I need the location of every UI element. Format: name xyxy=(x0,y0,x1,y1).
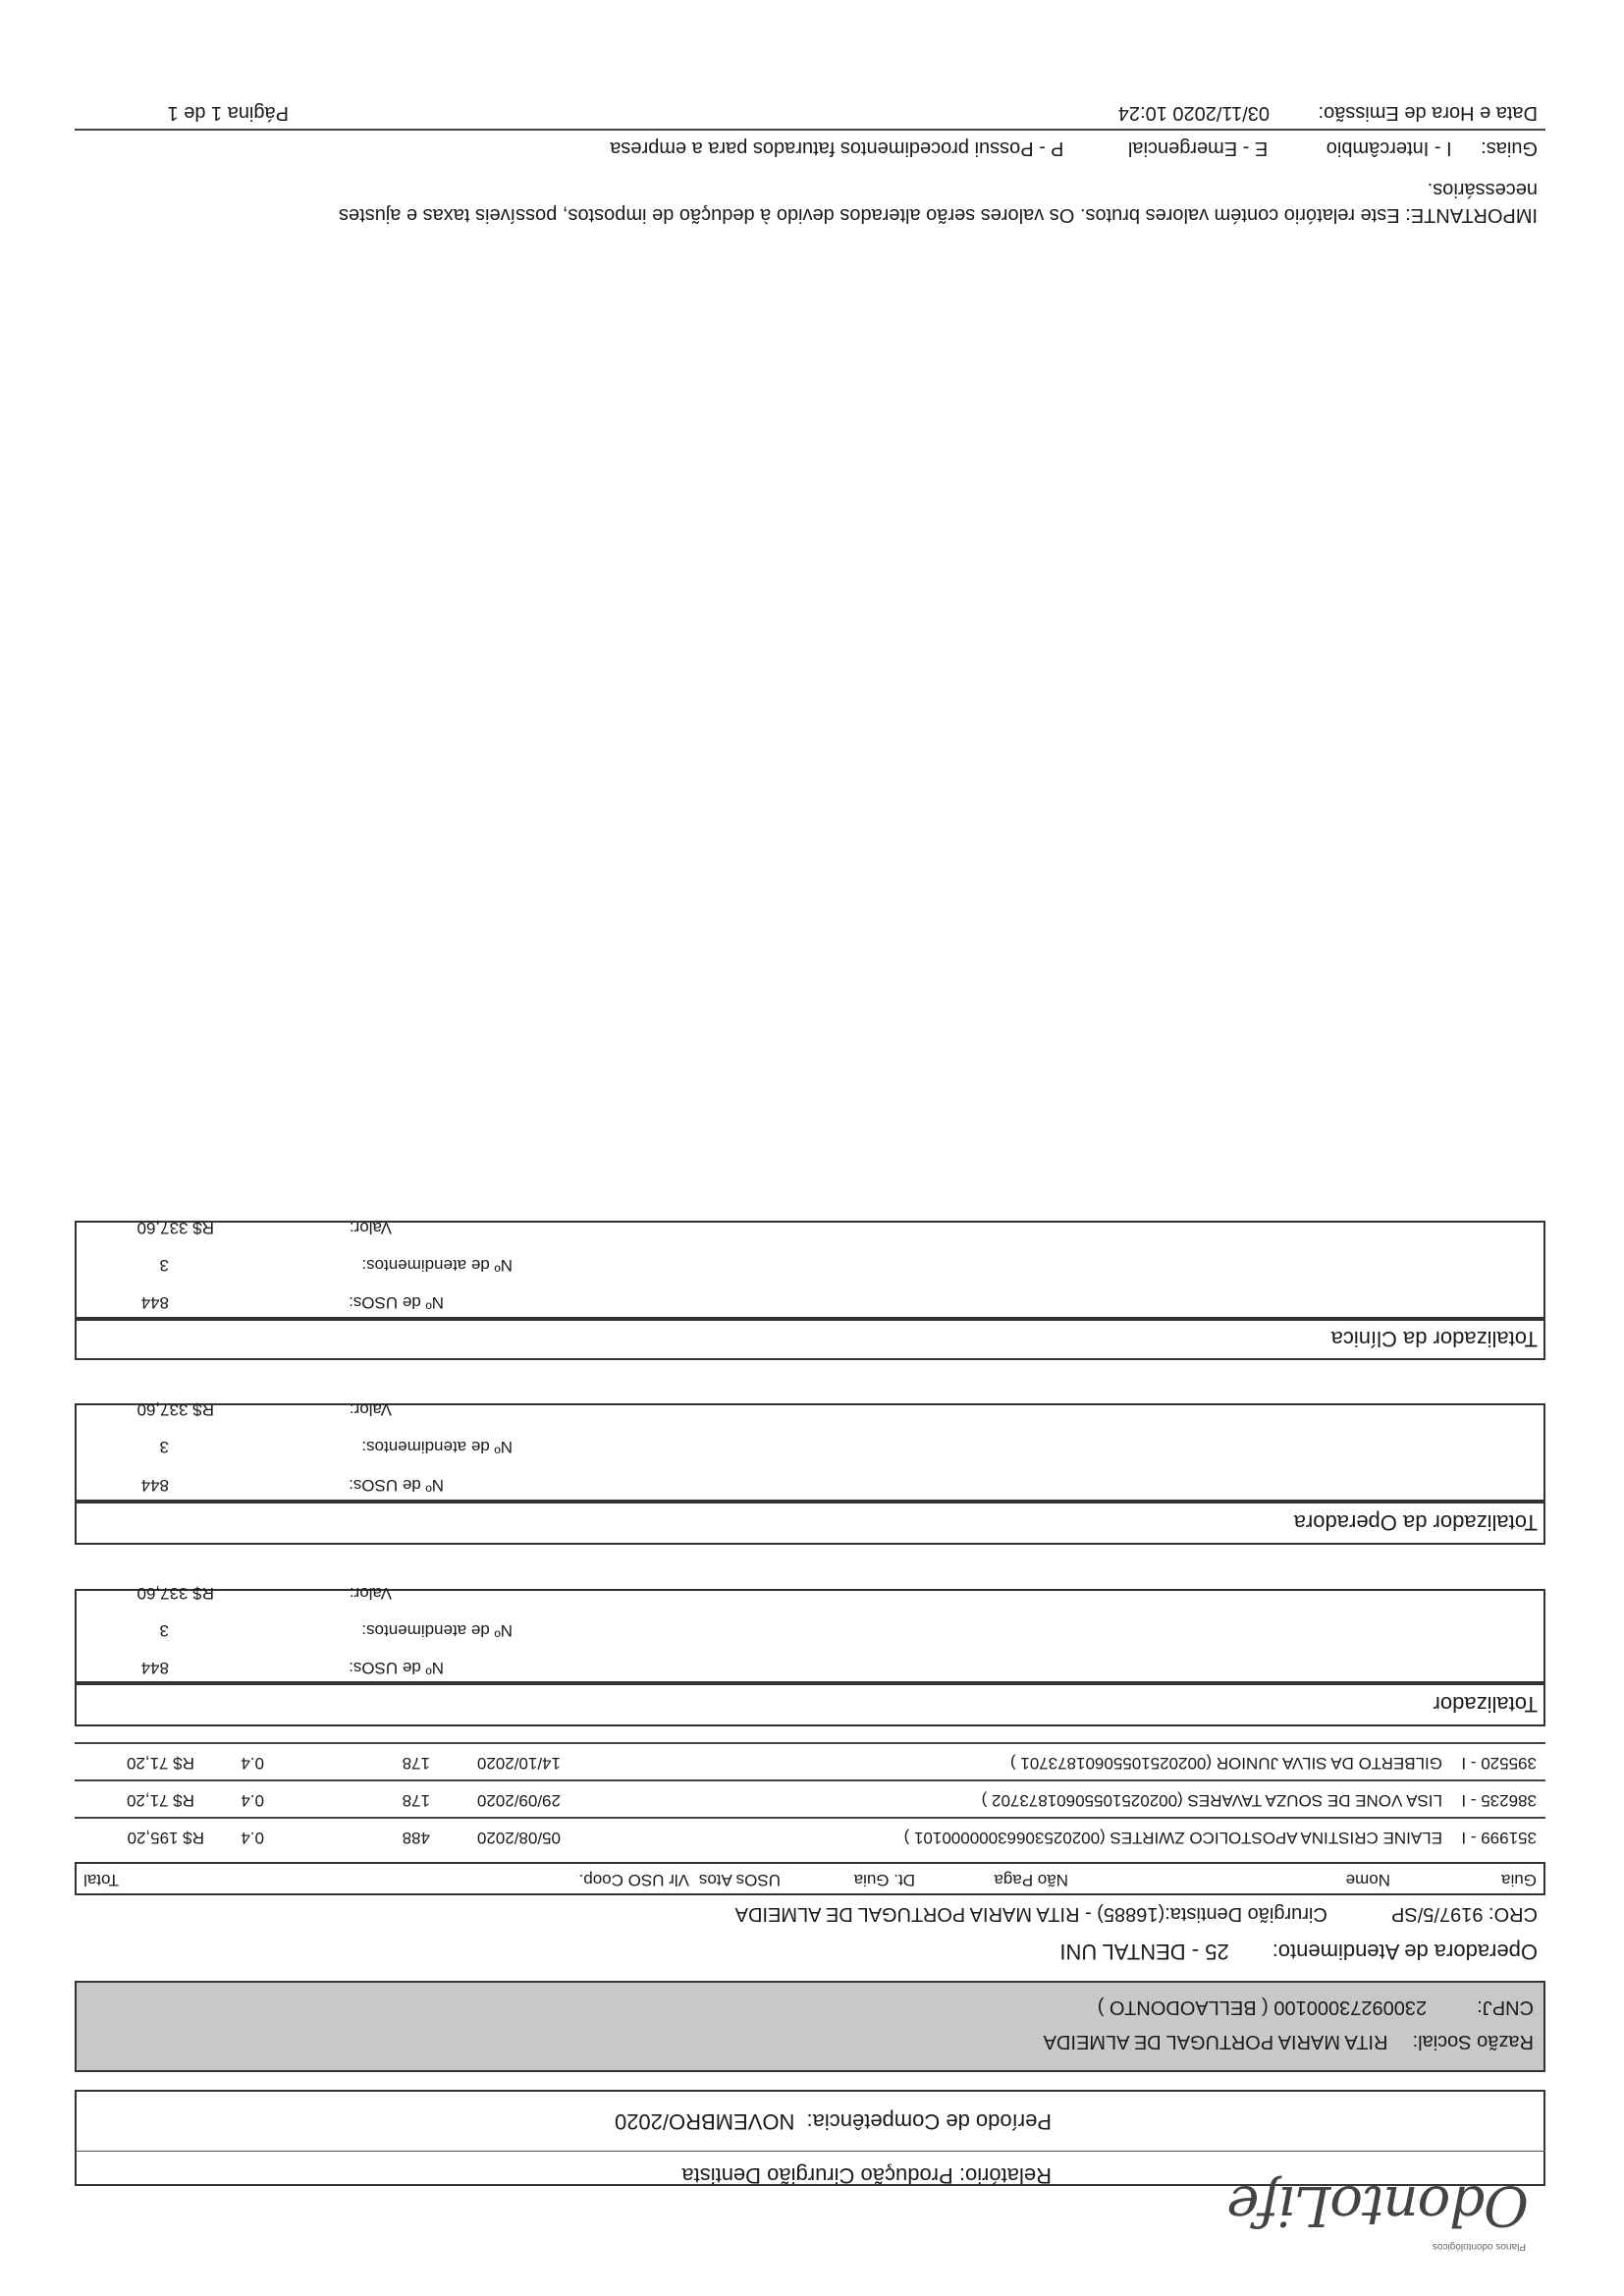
dentista-value: (16885) - RITA MARIA PORTUGAL DE ALMEIDA xyxy=(734,1903,1165,1925)
row-divider xyxy=(75,1742,1545,1744)
cnpj: CNPJ: 23009273000100 ( BELLAODONTO ) xyxy=(1097,1996,1534,2018)
row-usos: 178 xyxy=(402,1754,430,1773)
col-nome: Nome xyxy=(1345,1871,1390,1889)
valor-label: Valor: xyxy=(349,1400,392,1419)
row-guia: 351999 - I xyxy=(1461,1829,1537,1847)
relatorio-value: Produção Cirurgião Dentista xyxy=(681,2163,953,2188)
row-usos: 178 xyxy=(402,1791,430,1810)
col-dt-guia: Dt. Guia xyxy=(853,1871,915,1889)
row-nome: LISA VONE DE SOUZA TAVARES (00202510550601873702 ) xyxy=(981,1791,1442,1810)
row-nome: ELAINE CRISTINA APOSTOLICO ZWIRTES (00202530663000000101 ) xyxy=(903,1829,1442,1847)
row-guia: 395520 - I xyxy=(1461,1754,1537,1773)
usos-value: 844 xyxy=(140,1476,169,1495)
totalizador-operadora-title: Totalizador da Operadora xyxy=(1293,1510,1538,1535)
col-guia: Guia xyxy=(1501,1871,1537,1889)
valor-value: R$ 337,60 xyxy=(136,1584,214,1603)
row-total: R$ 71,20 xyxy=(127,1754,194,1773)
totalizador-values-box xyxy=(75,1589,1545,1683)
col-nao-paga: Não Paga xyxy=(994,1871,1068,1889)
usos-label: Nº de USOs: xyxy=(349,1293,444,1312)
totalizador-title: Totalizador xyxy=(1433,1692,1538,1717)
footer-divider xyxy=(75,129,1545,131)
razao-social-value: RITA MARIA PORTUGAL DE ALMEIDA xyxy=(1043,2031,1388,2052)
row-dt-guia: 14/10/2020 xyxy=(476,1754,561,1773)
periodo-value: NOVEMBRO/2020 xyxy=(614,2109,795,2134)
atendimentos-label: Nº de atendimentos: xyxy=(361,1438,513,1456)
valor-value: R$ 337,60 xyxy=(136,1219,214,1237)
guias-empresa: P - Possui procedimentos faturados para a empresa xyxy=(610,137,1064,159)
atendimentos-label: Nº de atendimentos: xyxy=(361,1621,513,1640)
header-divider xyxy=(75,2151,1545,2152)
totalizador-clinica-title-box xyxy=(75,1319,1545,1360)
row-dt-guia: 05/08/2020 xyxy=(476,1829,561,1847)
important-note: IMPORTANTE: Este relatório contém valores brutos. Os valores serão alterados devido à dedução de impostos, possíveis taxas e ajustes xyxy=(339,204,1538,226)
totalizador-clinica-values-box xyxy=(75,1221,1545,1319)
atendimentos-value: 3 xyxy=(159,1256,169,1275)
atendimentos-value: 3 xyxy=(159,1438,169,1456)
dentista-label: Cirurgião Dentista: xyxy=(1164,1903,1327,1925)
cro-line: CRO: 9197/5/SP Cirurgião Dentista:(16885) - RITA MARIA PORTUGAL DE ALMEIDA xyxy=(734,1903,1538,1925)
row-vlr: 0.4 xyxy=(241,1754,264,1773)
periodo-label: Período de Competência: NOVEMBRO/2020 xyxy=(614,2109,1052,2134)
col-vlr-uso: Vlr USO Coop. xyxy=(578,1871,689,1889)
atendimentos-value: 3 xyxy=(159,1621,169,1640)
row-guia: 386235 - I xyxy=(1461,1791,1537,1810)
row-nome: GILBERTO DA SILVA JUNIOR (00202510550601873701 ) xyxy=(1009,1754,1442,1773)
row-vlr: 0.4 xyxy=(241,1829,264,1847)
row-total: R$ 195,20 xyxy=(127,1829,204,1847)
razao-social: Razão Social: RITA MARIA PORTUGAL DE ALMEIDA xyxy=(1043,2031,1534,2052)
guias-intercambio: I - Intercâmbio xyxy=(1326,137,1452,159)
usos-label: Nº de USOs: xyxy=(349,1476,444,1495)
operadora: Operadora de Atendimento:25 - DENTAL UNI xyxy=(1059,1940,1538,1964)
cnpj-value: 23009273000100 ( BELLAODONTO ) xyxy=(1097,1996,1428,2018)
col-usos-atos: USOs Atos xyxy=(698,1871,781,1889)
company-info-box xyxy=(75,1981,1545,2072)
row-total: R$ 71,20 xyxy=(127,1791,194,1810)
valor-label: Valor: xyxy=(349,1584,392,1603)
col-total: Total xyxy=(83,1871,119,1889)
emissao xyxy=(1118,101,1538,124)
valor-value: R$ 337,60 xyxy=(136,1400,214,1419)
usos-value: 844 xyxy=(140,1293,169,1312)
totalizador-title-box xyxy=(75,1683,1545,1726)
valor-label: Valor: xyxy=(349,1219,392,1237)
table-header xyxy=(75,1862,1545,1895)
guias-emergencial: E - Emergencial xyxy=(1127,137,1269,159)
row-dt-guia: 29/09/2020 xyxy=(476,1791,561,1810)
totalizador-clinica-title: Totalizador da Clínica xyxy=(1330,1327,1538,1351)
emissao-label: Data e Hora de Emissão: xyxy=(1318,102,1538,124)
guias-label: Guias: xyxy=(1481,137,1538,159)
totalizador-operadora-values-box xyxy=(75,1403,1545,1502)
usos-label: Nº de USOs: xyxy=(349,1659,444,1677)
emissao-value: 03/11/2020 10:24 xyxy=(1117,102,1270,124)
odontolife-logo: OdontoLife xyxy=(1227,2173,1529,2237)
operadora-value: 25 - DENTAL UNI xyxy=(1059,1940,1229,1964)
logo-tagline: Planos odontológicos xyxy=(1432,2241,1526,2252)
row-vlr: 0.4 xyxy=(241,1791,264,1810)
usos-value: 844 xyxy=(140,1659,169,1677)
atendimentos-label: Nº de atendimentos: xyxy=(361,1256,513,1275)
page-number: Página 1 de 1 xyxy=(167,102,289,124)
important-note-cont: necessários. xyxy=(1427,179,1538,200)
row-divider xyxy=(75,1817,1545,1819)
guias-legend xyxy=(610,137,1538,159)
cro-value: 9197/5/SP xyxy=(1391,1903,1484,1925)
row-divider xyxy=(75,1779,1545,1781)
relatorio-label: Relatório: Produção Cirurgião Dentista xyxy=(681,2163,1052,2188)
row-usos: 488 xyxy=(402,1829,430,1847)
